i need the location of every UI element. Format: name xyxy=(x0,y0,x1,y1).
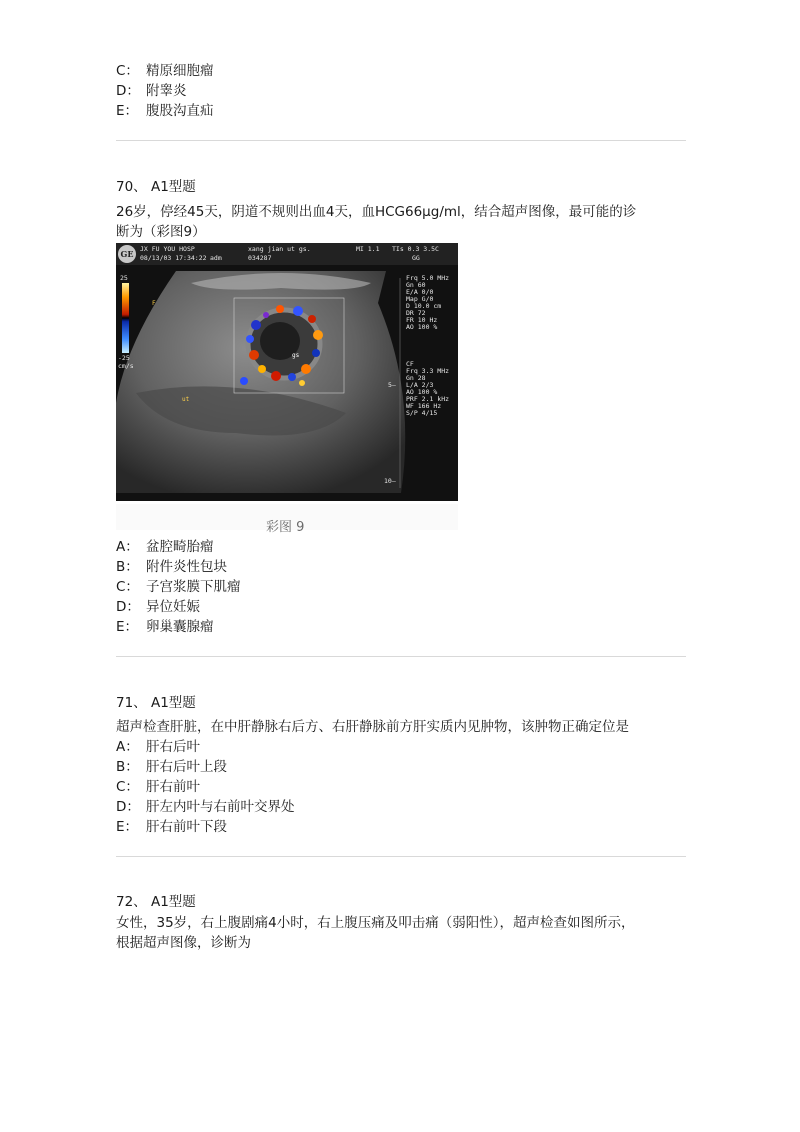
q71-header: 71、 A1型题 xyxy=(116,695,196,711)
q70-option-d: D： 异位妊娠 xyxy=(116,599,200,615)
q72-header: 72、 A1型题 xyxy=(116,894,196,910)
q71-stem: 超声检查肝脏，在中肝静脉右后方、右肝静脉前方肝实质内见肿物，该肿物正确定位是 xyxy=(116,719,629,735)
us-datetime: 08/13/03 17:34:22 xyxy=(140,254,207,262)
us-scale-top: 25 xyxy=(120,274,128,282)
divider xyxy=(116,140,686,141)
q69-option-e: E： 腹股沟直疝 xyxy=(116,103,214,119)
us-preset: GG xyxy=(412,254,420,262)
us-operator: adm xyxy=(210,254,222,262)
svg-text:ut: ut xyxy=(182,396,190,403)
ge-logo: GE xyxy=(118,245,136,263)
divider xyxy=(116,656,686,657)
q70-option-b: B： 附件炎性包块 xyxy=(116,559,227,575)
q71-option-b: B： 肝右后叶上段 xyxy=(116,759,227,775)
q70-option-e: E： 卵巢囊腺瘤 xyxy=(116,619,214,635)
ultrasound-image xyxy=(116,243,458,501)
q71-option-e: E： 肝右前叶下段 xyxy=(116,819,227,835)
us-depth-10: 10— xyxy=(384,477,396,485)
q71-option-c: C： 肝右前叶 xyxy=(116,779,200,795)
q70-option-a: A： 盆腔畸胎瘤 xyxy=(116,539,214,555)
q71-option-a: A： 肝右后叶 xyxy=(116,739,200,755)
gs-label: gs xyxy=(292,352,300,359)
us-hospital: JX FU YOU HOSP xyxy=(140,245,195,253)
us-mi: MI 1.1 xyxy=(356,245,380,253)
figure-caption: 彩图 9 xyxy=(266,520,305,535)
color-scale-bar xyxy=(122,283,129,353)
q70-stem-line1: 26岁，停经45天，阴道不规则出血4天，血HCG66μg/ml，结合超声图像，最可能的诊 xyxy=(116,204,637,220)
us-patient-id: 034287 xyxy=(248,254,272,262)
q70-stem-line2: 断为（彩图9） xyxy=(116,224,206,240)
us-params-cf: CF Frq 3.3 MHz Gn 28 L/A 2/3 AO 100 % PRF 2.1 kHz WF 166 Hz S/P 4/15 xyxy=(406,360,450,417)
q69-option-d: D： 附睾炎 xyxy=(116,83,187,99)
us-depth-5: 5— xyxy=(388,381,396,389)
figure-caption-area xyxy=(116,504,458,535)
q70-option-c: C： 子宫浆膜下肌瘤 xyxy=(116,579,241,595)
us-params-b: Frq 5.0 MHz Gn 60 E/A 0/0 Map G/0 D 10.0 cm DR 72 FR 10 Hz AO 100 % xyxy=(406,274,450,331)
q72-stem-line2: 根据超声图像，诊断为 xyxy=(116,935,251,951)
us-tis: TIs 0.3 3.5C xyxy=(392,245,439,253)
divider xyxy=(116,856,686,857)
us-patient-name: xang jian ut gs. xyxy=(248,245,311,253)
us-scale-bottom: -25 xyxy=(118,354,130,362)
us-scale-unit: cm/s xyxy=(118,362,134,370)
q70-header: 70、 A1型题 xyxy=(116,179,196,195)
svg-text:F: F xyxy=(152,300,156,307)
q72-stem-line1: 女性，35岁，右上腹剧痛4小时，右上腹压痛及叩击痛（弱阳性），超声检查如图所示， xyxy=(116,915,635,931)
q69-option-c: C： 精原细胞瘤 xyxy=(116,63,214,79)
q71-option-d: D： 肝左内叶与右前叶交界处 xyxy=(116,799,295,815)
